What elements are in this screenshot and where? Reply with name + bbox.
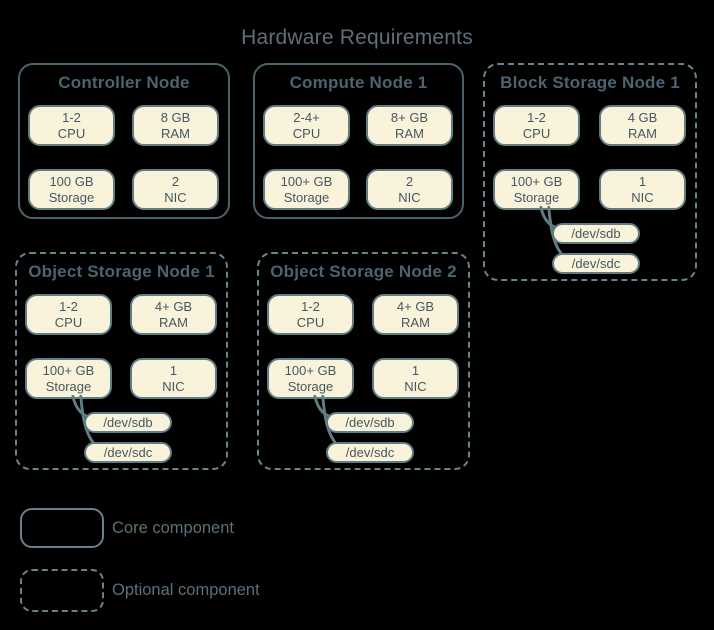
legend-optional-sample [20,569,104,612]
spec-storage [263,169,350,210]
spec-storage [493,169,580,210]
node-block-storage-1 [483,63,697,281]
spec-label: CPU [296,314,325,330]
spec-storage [25,358,112,399]
spec-value: 1-2 [301,298,320,314]
spec-value: 1-2 [59,298,78,314]
disk-dev-sdc: /dev/sdc [84,442,172,463]
legend-core-sample [20,508,104,548]
node-title: Object Storage Node 1 [28,262,215,281]
spec-label: NIC [162,378,185,394]
legend-core-label: Core component [112,518,234,537]
spec-label: RAM [161,125,190,141]
disk-dev-sdb: /dev/sdb [84,412,172,433]
spec-label: NIC [398,189,421,205]
spec-label: Storage [513,189,560,205]
legend-optional-label: Optional component [112,581,260,599]
spec-label: CPU [54,314,83,330]
spec-value: 8 GB [160,109,191,125]
spec-ram [372,294,459,335]
node-controller [18,63,230,219]
spec-label: NIC [404,378,427,394]
spec-cpu [267,294,354,335]
spec-nic [366,169,453,210]
spec-value: 2 [405,173,414,189]
spec-label: Storage [48,189,95,205]
spec-cpu [263,105,350,146]
spec-label: NIC [164,189,187,205]
spec-label: RAM [401,314,430,330]
spec-value: 1-2 [62,109,81,125]
disk-dev-sdb: /dev/sdb [552,223,640,244]
node-object-storage-1 [15,252,228,470]
spec-nic [130,358,217,399]
spec-value: 100 GB [49,173,94,189]
node-compute-1 [253,63,464,219]
spec-value: 2 [171,173,180,189]
node-object-storage-2 [257,252,470,470]
spec-label: CPU [57,125,86,141]
spec-value: 1 [169,362,178,378]
spec-label: CPU [522,125,551,141]
spec-value: 4+ GB [154,298,193,314]
spec-ram [366,105,453,146]
spec-label: RAM [395,125,424,141]
spec-label: RAM [159,314,188,330]
spec-ram [132,105,219,146]
spec-cpu [25,294,112,335]
spec-nic [372,358,459,399]
disk-dev-sdc: /dev/sdc [326,442,414,463]
spec-label: Storage [287,378,334,394]
spec-cpu [28,105,115,146]
spec-value: 100+ GB [42,362,95,378]
diagram-title: Hardware Requirements [241,26,473,49]
spec-value: 4 GB [627,109,658,125]
spec-label: CPU [292,125,321,141]
spec-nic [132,169,219,210]
spec-value: 4+ GB [396,298,435,314]
node-title: Object Storage Node 2 [270,262,457,281]
spec-label: RAM [628,125,657,141]
spec-value: 100+ GB [510,173,563,189]
spec-value: 100+ GB [280,173,333,189]
spec-ram [130,294,217,335]
spec-nic [599,169,686,210]
node-title: Compute Node 1 [289,73,428,92]
spec-value: 100+ GB [284,362,337,378]
spec-label: Storage [45,378,92,394]
node-title: Block Storage Node 1 [500,73,680,92]
spec-value: 8+ GB [390,109,429,125]
spec-value: 2-4+ [293,109,320,125]
spec-cpu [493,105,580,146]
disk-dev-sdb: /dev/sdb [326,412,414,433]
spec-value: 1-2 [527,109,546,125]
spec-storage [28,169,115,210]
spec-value: 1 [638,173,647,189]
spec-ram [599,105,686,146]
node-title: Controller Node [58,73,190,92]
spec-label: NIC [631,189,654,205]
spec-storage [267,358,354,399]
spec-label: Storage [283,189,330,205]
spec-value: 1 [411,362,420,378]
disk-dev-sdc: /dev/sdc [552,253,640,274]
